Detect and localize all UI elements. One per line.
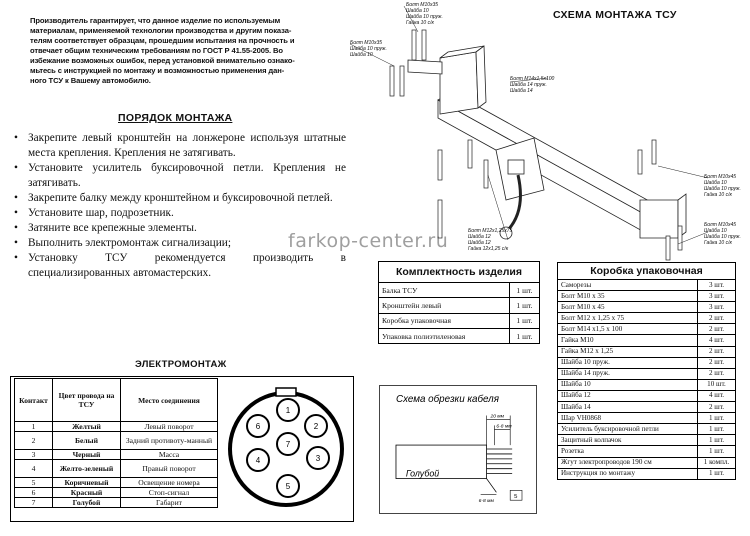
elec-table <box>14 378 218 508</box>
item-qty: 3 шт. <box>698 291 736 302</box>
intro-line: мьтесь с инструкцией по монтажу и возможностью применения дан- <box>30 66 285 75</box>
table-row <box>379 298 540 313</box>
table-row <box>15 460 218 478</box>
callout-2 <box>350 40 387 58</box>
item-name: Болт М10 х 45 <box>558 302 698 313</box>
table-row <box>558 280 736 291</box>
intro-line: избежание возможных ошибок, перед установкой внимательно ознако- <box>30 56 295 65</box>
kit-table <box>378 261 540 344</box>
contact-cell: 4 <box>15 460 53 478</box>
place-cell: Габарит <box>121 498 218 508</box>
callout-text: Шайба 10 <box>406 8 429 14</box>
callout-6 <box>468 228 513 252</box>
intro-line: телям соответствует образцам, прошедшим испытания на прочность и <box>30 36 295 45</box>
callout-text: Гайка 10 с/к <box>704 192 732 198</box>
socket-pin-label: 2 <box>313 422 319 431</box>
callout-3 <box>510 76 555 94</box>
item-name: Болт М14 х1,5 х 100 <box>558 324 698 335</box>
item-name: Кронштейн левый <box>379 298 510 313</box>
color-cell: Белый <box>53 432 121 450</box>
contact-cell: 1 <box>15 422 53 432</box>
item-name: Шайба 14 <box>558 402 698 413</box>
item-qty: 1 шт. <box>698 446 736 457</box>
item-qty: 4 шт. <box>698 335 736 346</box>
item-name: Защитный колпачок <box>558 435 698 446</box>
socket-pin-label: 7 <box>285 440 291 449</box>
item-qty: 1 шт. <box>510 298 540 313</box>
callout-text: Гайка 10 с/к <box>704 240 732 246</box>
callout-text: Шайба 10 пруж. <box>350 46 387 52</box>
table-row <box>558 313 736 324</box>
step-item: • Установку ТСУ рекомендуется производить в специализированных автомастерских. <box>14 251 346 281</box>
intro-line: отвечает общим техническим требованиям по ГОСТ Р 41.55-2005. Во <box>30 46 283 55</box>
callout-5 <box>704 222 741 246</box>
contact-cell: 5 <box>15 478 53 488</box>
item-qty: 1 шт. <box>510 328 540 343</box>
table-row <box>558 302 736 313</box>
assembly-drawing <box>348 0 750 262</box>
kit-title: Комплектность изделия <box>379 262 540 283</box>
step-item: • Выполнить электромонтаж сигнализации; <box>14 236 346 251</box>
intro-line: Производитель гарантирует, что данное изделие по используемым <box>30 16 281 25</box>
callout-text: Болт М14х1,5х100 <box>510 76 555 82</box>
header-place: Место соединения <box>121 379 218 422</box>
step-item: • Закрепите левый кронштейн на лонжероне используя штатные места крепления. Крепления не затягивать. <box>14 131 346 161</box>
item-qty: 1 шт. <box>698 468 736 479</box>
scheme-title: СХЕМА МОНТАЖА ТСУ <box>553 9 677 21</box>
color-cell: Коричневый <box>53 478 121 488</box>
place-cell: Стоп-сигнал <box>121 488 218 498</box>
place-cell: Правый поворот <box>121 460 218 478</box>
callout-1 <box>406 2 443 26</box>
color-cell: Голубой <box>53 498 121 508</box>
socket-pin-label: 1 <box>285 406 291 415</box>
table-row <box>558 390 736 401</box>
item-name: Гайка М10 <box>558 335 698 346</box>
contact-cell: 2 <box>15 432 53 450</box>
callout-text: Шайба 10 <box>350 52 373 58</box>
pin-label: 5 <box>514 494 518 501</box>
table-row <box>15 432 218 450</box>
table-row <box>15 478 218 488</box>
callout-text: Болт М10х45 <box>704 174 737 180</box>
item-qty: 1 шт. <box>510 313 540 328</box>
step-item: • Установите шар, подрозетник. <box>14 206 346 221</box>
item-qty: 1 компл. <box>698 457 736 468</box>
step-item: • Закрепите балку между кронштейном и буксировочной петлей. <box>14 191 346 206</box>
place-cell: Задний противоту-манный <box>121 432 218 450</box>
callout-text: Шайба 14 <box>510 88 533 94</box>
dim-inner: 6-8 мм <box>496 424 512 430</box>
socket-diagram <box>226 380 346 518</box>
contact-cell: 6 <box>15 488 53 498</box>
watermark: farkop-center.ru <box>288 230 449 252</box>
table-row <box>15 488 218 498</box>
left-bracket <box>440 52 478 114</box>
callout-text: Гайка 10 с/к <box>406 20 434 26</box>
intro-paragraph <box>30 16 340 86</box>
dim-bottom: 6-8 мм <box>478 499 494 505</box>
item-name: Болт М12 х 1,25 х 75 <box>558 313 698 324</box>
item-name: Упаковка полиэтиленовая <box>379 328 510 343</box>
socket-pin-label: 5 <box>285 482 291 491</box>
table-row <box>15 422 218 432</box>
table-row <box>558 368 736 379</box>
item-qty: 2 шт. <box>698 402 736 413</box>
item-name: Болт М10 х 35 <box>558 291 698 302</box>
color-cell: Желтый <box>53 422 121 432</box>
intro-line: ного ТСУ к Вашему автомобилю. <box>30 76 151 85</box>
table-row <box>379 328 540 343</box>
place-cell: Масса <box>121 450 218 460</box>
item-name: Усилитель буксировочной петли <box>558 424 698 435</box>
contact-cell: 3 <box>15 450 53 460</box>
place-cell: Левый поворот <box>121 422 218 432</box>
callout-4 <box>704 174 741 198</box>
table-row <box>558 468 736 479</box>
callout-text: Гайка 12х1,25 с/к <box>468 246 509 252</box>
callout-text: Шайба 10 <box>704 228 727 234</box>
step-item: • Затяните все крепежные элементы. <box>14 221 346 236</box>
table-row <box>379 313 540 328</box>
steps-list <box>14 131 346 281</box>
item-qty: 1 шт. <box>698 435 736 446</box>
table-row <box>558 424 736 435</box>
cable-scheme <box>379 385 537 514</box>
cable-title: Схема обрезки кабеля <box>395 393 499 405</box>
callout-text: Шайба 12 <box>468 240 491 246</box>
item-qty: 3 шт. <box>698 280 736 291</box>
item-qty: 2 шт. <box>698 324 736 335</box>
table-row <box>15 498 218 508</box>
contact-cell: 7 <box>15 498 53 508</box>
table-row <box>558 413 736 424</box>
item-name: Шайба 10 <box>558 379 698 390</box>
callout-text: Шайба 12 <box>468 234 491 240</box>
item-qty: 4 шт. <box>698 390 736 401</box>
item-qty: 1 шт. <box>510 283 540 298</box>
callout-text: Шайба 14 пруж. <box>510 82 547 88</box>
color-cell: Черный <box>53 450 121 460</box>
table-row <box>558 291 736 302</box>
table-row <box>558 446 736 457</box>
item-name: Шайба 12 <box>558 390 698 401</box>
item-qty: 10 шт. <box>698 379 736 390</box>
order-title: ПОРЯДОК МОНТАЖА <box>118 112 233 124</box>
item-name: Шайба 10 пруж. <box>558 357 698 368</box>
step-item: • Установите усилитель буксировочной петли. Крепления не затягивать. <box>14 161 346 191</box>
box-title: Коробка упаковочная <box>558 263 736 280</box>
item-name: Гайка М12 х 1,25 <box>558 346 698 357</box>
header-color: Цвет провода на ТСУ <box>53 379 121 422</box>
table-row <box>558 346 736 357</box>
item-qty: 2 шт. <box>698 368 736 379</box>
item-name: Балка ТСУ <box>379 283 510 298</box>
item-qty: 2 шт. <box>698 357 736 368</box>
place-cell: Освещение номера <box>121 478 218 488</box>
item-name: Шайба 14 пруж. <box>558 368 698 379</box>
item-qty: 1 шт. <box>698 413 736 424</box>
color-cell: Желто-зеленый <box>53 460 121 478</box>
callout-text: Шайба 10 пруж. <box>704 234 741 240</box>
socket-pin-label: 4 <box>255 456 261 465</box>
table-row <box>558 357 736 368</box>
item-qty: 2 шт. <box>698 313 736 324</box>
item-qty: 3 шт. <box>698 302 736 313</box>
table-row <box>15 450 218 460</box>
table-row <box>558 379 736 390</box>
elec-title: ЭЛЕКТРОМОНТАЖ <box>135 359 227 370</box>
dim-outer: 20 мм <box>490 414 505 420</box>
item-name: Инструкция по монтажу <box>558 468 698 479</box>
item-name: Шар VH0868 <box>558 413 698 424</box>
table-row <box>558 457 736 468</box>
callout-text: Болт М10х35 <box>350 40 383 46</box>
table-row <box>379 283 540 298</box>
item-qty: 1 шт. <box>698 424 736 435</box>
callout-text: Болт М12х1,25х75 <box>468 228 513 234</box>
table-row <box>558 402 736 413</box>
callout-text: Болт М10х45 <box>704 222 737 228</box>
color-cell: Красный <box>53 488 121 498</box>
header-contact: Контакт <box>15 379 53 422</box>
callout-text: Шайба 10 пруж. <box>406 14 443 20</box>
item-qty: 2 шт. <box>698 346 736 357</box>
callout-text: Шайба 10 пруж. <box>704 186 741 192</box>
socket-pin-label: 6 <box>255 422 261 431</box>
intro-line: материалам, применяемой технологии производства и другим показа- <box>30 26 292 35</box>
socket-pin-label: 3 <box>315 454 321 463</box>
box-table <box>557 262 736 480</box>
callout-text: Шайба 10 <box>704 180 727 186</box>
wire-label: Голубой <box>405 468 440 479</box>
item-name: Жгут электропроводов 190 см <box>558 457 698 468</box>
table-row <box>558 324 736 335</box>
item-name: Коробка упаковочная <box>379 313 510 328</box>
item-name: Розетка <box>558 446 698 457</box>
callout-text: Болт М10х35 <box>406 2 439 8</box>
item-name: Саморезы <box>558 280 698 291</box>
table-row <box>558 435 736 446</box>
table-row <box>558 335 736 346</box>
